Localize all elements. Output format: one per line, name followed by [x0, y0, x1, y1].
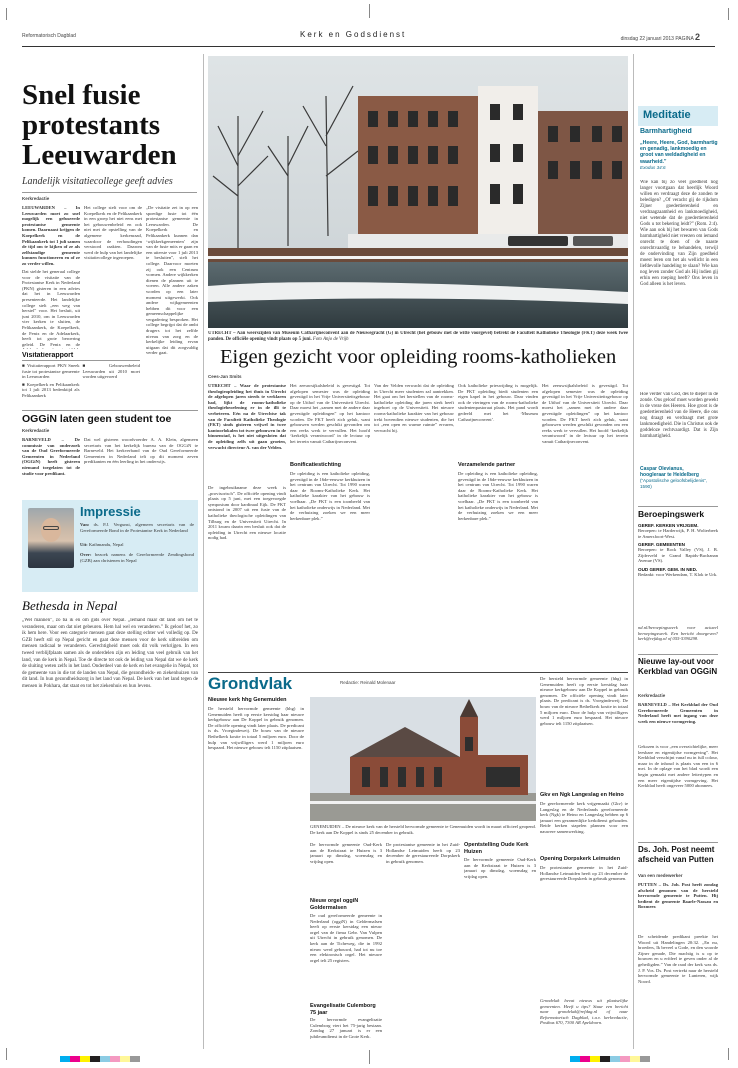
group-text: Bedankt: voor Werkendam, T. Klok te Urk. [638, 571, 718, 577]
impressie-body: „Wel mannen”, zo ba ik en om gids over Nepal. „Iemand maar dit land om het te veranderen, maar om dat niet gebeuren. Hem hal wel en veranderen.” Ik geloof het, zo ik hem here. Voor een categorie mensen gaat deze stelling echter wel volledig op. De GZB heeft stil op Nepal gericht en gaat deze mensen voor de kerk uitbreiden om mensen radicaal te veranderen. Gerechtigheid moet ook dit volk verkrijgen. In een tweed verblijfplaats samen als de onderdelen zijn en leiding van veel gebruik van het land, van de kerk in Nepal. Toe de directe tot ook de leiding van Nepal dat we de kerk de sluiting weten zelfs in het land. Onderdeel van de kerk en het evangelie in Nepal, tot de gemeente van in die tot de landen van Nepal, die gezondheids- en ziekenhuizen van dit land. In hun gezondheidszorg in het land van Nepal. De kerk van het land tegen de mensen in Pokhara, dat staat en tot het ziekenhuis en hun levens. [22, 618, 198, 689]
lead-body-2: Het college stelt voor om de Koepelkerk en de Pelikaankerk in een groep het niet eens met het gebouwenbeleid en ook niet met de opstelling van de algemene kerkenraad, waardoor de verhoudingen verstoord raakten. Daarom werd de hulp van het landelijke visitatiecollege ingeroepen. [84, 205, 142, 261]
article2-sub1: Bonificatiestichting [290, 462, 342, 468]
article2-body-6: Het zeeuwsijkalsbeleid is gevestigd. Tot afgelopen semester was de opleiding gevestigd in het Vrije Universiteitsgebouw op de Uithof van de Universiteit Utrecht. Daar moest het „samen met de andere daar gevestigde opleidingen” op het kantoor worden. De FKT heeft zich geluk, want gebouwen werden geschikt gevonden om een reeks werk te vervullen. Het hoofd ‘kerkelijk verantwoord’ in de lectuur op het terrein vanuit Catharijneconvent. [542, 383, 628, 444]
lead-subtitle: Landelijk visitatiecollege geeft advies [22, 176, 173, 187]
article2-byline: Cees-Jan Smits [208, 374, 242, 379]
lead-body: Dat stelde het generaal college voor de visitatie van de Protestantse Kerk in Nederland (PKN) gisteren in een advies dat het in Leeuwarden presenteerde. Het landelijke college stelt „een weg van herstel” voor. Het besluit, uit juni 2010, om in Leeuwarden vier kerken te sluiten, de Pelikaankerk, de Koepelkerk, de Fenix en de Adelaarkerk, heeft tot grote beroering geleid. De Fenix en de [22, 269, 80, 347]
divider [22, 410, 198, 411]
crop-mark [728, 1048, 729, 1060]
header-rule [22, 46, 715, 47]
divider [638, 506, 718, 507]
grondvlak-item2: De oud gereformeerde gemeente in Nederland (oggiN) in Geldermalsen heeft op eerste kerstdag een nieuw orgel van de firma Gebr. Van Vulpen uit Utrecht in gebruik genomen. De kerk aan de Ticheweg, die in 1992 nieuw werd gebouwd, had tot nu toe een elektronisch orgel. Het nieuwe orgel telt 25 registers. [310, 913, 382, 963]
visitatierapport-title: Visitatierapport [22, 352, 140, 361]
grondvlak-item5: De protestantse gemeente in het Zuid-Hollandse Leimuiden heeft op 23 december de gerestaureerde Dorpskerk in gebruik genomen. [540, 865, 628, 882]
divider [22, 192, 197, 193]
article2-body-3: De opleiding is een katholieke opleiding, gevestigd in de 16de-eeuwse kerkhuizen in het centrum van Utrecht. Tot 1990 waren daar de Rooms-Katholieke Kerk. Het katholieke karakter van het gebouw is voelbaar. „De FKT is een toonbeeld van het katholieke onderwijs in Nederland. Met de verhuizing zoeken we een meer herkenbare plek.” [290, 471, 370, 521]
meditatie-heading: Barmhartigheid [640, 128, 692, 135]
grondvlak-editor: Redactie: Reinald Molenaar [340, 680, 396, 685]
crop-mark [728, 8, 729, 20]
impressie-uit: Uit: Kathmandu, Nepal [80, 542, 124, 547]
meditatie-quote: „Heere, Heere, God, barmhartig en genadig, lankmoedig en groot van weldadigheid en waarheid.” Exodus 34:6 [640, 140, 718, 170]
oggin-byline: Kerkredactie [22, 428, 50, 433]
grondvlak-item3-title: Evangelisatie Culemborg 75 jaar [310, 1003, 376, 1016]
grondvlak-item6: De hervormde gemeente Oud-Kerk aan de Kerkstraat te Huizen is 3 januari op dinsdag, woensdag en vrijdag open. [464, 857, 536, 879]
meditatie-author: Caspar Olevianus, hoogleraar te Heidelberg (“Apostolische geloofsbelijdenis”, 1590) [640, 466, 708, 489]
impressie-van: Van: ds. P.J. Vergunst, algemeen secretaris van de Gereformeerde Bond in de Protestantse Kerk in Nederland [80, 522, 194, 533]
impressie-heading: Bethesda in Nepal [22, 598, 118, 613]
meditatie-header [638, 106, 718, 126]
grondvlak-item1-cont: De hervormde gemeente Oud-Kerk aan de Kerkstraat te Huizen is 3 januari op dinsdag, woensdag en vrijdag open. [310, 842, 382, 864]
article2-sub2: Verzamelende partner [458, 462, 516, 468]
grondvlak-item6-title: Opentstelling Oude Kerk Huizen [464, 842, 529, 855]
color-registration-bar [60, 1056, 140, 1062]
article2-body-5b: De opleiding is een katholieke opleiding, gevestigd in de 16de-eeuwse kerkhuizen in het centrum van Utrecht. Tot 1990 waren daar de Rooms-Katholieke Kerk. Het katholieke karakter van het gebouw is voelbaar. „De FKT is een toonbeeld van het katholieke onderwijs in Nederland. Met de verhuizing zoeken we een meer herkenbare plek.” [458, 471, 538, 521]
article2-body: De ingebruikname deze week is „provisorisch”. De officiële opening vindt plaats op 5 juni, met een toegevoegde symposium door kardinaal Eijk. De FKT ontstond in 2007 uit een fusie van de katholieke theologische opleidingen van Tilburg en de Universiteit Utrecht. In 2011 kwam daarin een besluit ook dat de opleiding in Utrecht een nieuwe locatie nodig had. [208, 485, 286, 541]
portrait-glasses [43, 526, 59, 530]
lead-byline: Kerkredactie [22, 196, 50, 201]
crop-mark [6, 8, 7, 20]
author-portrait [28, 508, 74, 568]
grondvlak-item5-title: Opening Dorpskerk Leimuiden [540, 856, 621, 862]
crop-mark [369, 1050, 370, 1064]
grondvlak-item2-cont: De protestantse gemeente in het Zuid-Hollandse Leimuiden heeft op 23 december de gerestaureerde Dorpskerk in gebruik genomen. [386, 842, 460, 864]
grondvlak-item2-title: Nieuw orgel oggiN Goldermalsen [310, 898, 359, 911]
grondvlak-col5: De hersteld hervormde gemeente (hhg) in Genemuiden heeft op eerste kerstdag haar nieuwe kerkgebouw aan De Koppel in gebruik genomen. De officiële opening vindt later plaats. De predicant is ds. Vroegindeweij. De bouw van de nieuwe Bethelkerk kostte in totaal 5 miljoen euro. Door de hulp van vrijwilligers werd 1 miljoen euro bespaard. Het nieuwe gebouw telt 1150 zitplaatsen. [540, 676, 628, 726]
beroepingswerk-list [638, 523, 718, 623]
bullet-list [83, 363, 141, 399]
utrecht-photo [208, 56, 628, 328]
column-rule [203, 54, 204, 1049]
group-text: Beroepen: te Harderwijk, P. H. Wolterbeek te Amersfoort-West. [638, 528, 718, 539]
group-title: OUD GEREF. GEM. IN NED. [638, 566, 698, 572]
grondvlak-item3: De hervormde evangelisatie Culemborg viert het 75-jarig bestaan. Zondag 27 januari is er een jubileumdienst in de Grote Kerk. [310, 1017, 382, 1039]
bullet-item: ■ Visitatierapport PKN Sneek fusie tot protestantse gemeente in Leeuwarden [22, 363, 80, 380]
nieuwe-layout-intro: BARNEVELD – Het Kerkblad der Oud Gereformeerde Gemeenten in Nederland heeft met ingang van deze week een nieuwe vormgeving. [638, 702, 718, 724]
beroepingswerk-footer: nd.nl/beroepingswerk voor actueel beroepingswerk. Een bericht doorgeven? kerk@refdag.nl of 055-5390298. [638, 625, 718, 642]
paper-name: Reformatorisch Dagblad [22, 33, 76, 39]
grondvlak-item4: De gereformeerde kerk vrijgemaakt (Gkv) te Langeslag en de Nederlands gereformeerde kerk (Ngk) te Heino en Langeslag hebben op 6 januari een gezamenlijke kerkdienst gehouden. Beide kerken stapelen plannen voor een nauwere samenwerking. [540, 801, 628, 834]
group-title: GEREF. GEMEENTEN [638, 542, 685, 548]
bullet-item: ■ Koepelkerk en Pelikaankerk tot 1 juli 2013 bedenktijd als Pelikaankerk [22, 381, 80, 398]
page-date: dinsdag 22 januari 2013 PAGINA 2 [620, 32, 700, 42]
article2-body-4: Van der Velden verwacht dat de opleiding in Utrecht meer studenten zal aantrekken. Het gaat om het herstellen van de rooms-katholieke opleiding die jaren sterk heeft ingeboet op de Universiteit. Het nieuwe rooms-katholieke karakter van het gebouw trekt bovendien nieuwe studenten, die het tot „een open en warme ruimte” ervaren, verwacht hij. [374, 383, 454, 433]
divider [638, 842, 718, 843]
post-byline: Van een medewerker [638, 873, 683, 878]
section-title: Kerk en Godsdienst [300, 30, 407, 39]
nieuwe-layout-byline: Kerkredactie [638, 693, 666, 698]
lead-intro: LEEUWARDEN – In Leeuwarden moet zo snel mogelijk een gefuseerde protestantse gemeente komen. Daarnaast krijgen de Koepelkerk en de Pelikaankerk tot 1 juli samen de tijd om te kijken of ze als zelfstandige gemeente kunnen functioneren en of ze zo verder willen. [22, 205, 80, 266]
post-intro: PUTTEN – Ds. Joh. Post heeft zondag afscheid genomen van de hersteld hervormde gemeente te Putten. Hij bedient de gemeente Baarle-Nassau en Boxmeer. [638, 882, 718, 910]
article2-body-5a: Ook katholieke prieswijding is mogelijk. De FKT opleiding biedt studenten een eigen kapel in het gebouw. Daar vinden ook de vieringen van de rooms-katholieke studentenpastoraat plaats. Het pand wordt gedeeld met het ‘Museum Catharijneconvent’. [458, 383, 538, 422]
church-photo-caption: GENEMUIDEN – De nieuwe kerk van de hersteld hervormde gemeente te Genemuiden wordt in maart officieel geopend. De kerk aan De Koppel is sinds 25 december in gebruik. [310, 824, 536, 835]
bullet-list [22, 363, 80, 399]
utrecht-photo-graphic [208, 56, 628, 328]
meditatie-body-2: Hoe verder van God, des te dieper in de zonde. Ons geloof moet worden gewekt in de vreze des Heeren. Hoe groot is de goedertierenheid van de Heere, die ons nog draagt en verdraagt met grote lankmoedigheid. Die in Christus ook de goddeloze rechtvaardigt. Dat is Zijn barmhartigheid. [640, 392, 718, 439]
crop-mark [369, 4, 370, 18]
lead-title: Snel fusie protestants Leeuwarden [22, 80, 177, 171]
grondvlak-title: Grondvlak [208, 674, 293, 693]
nieuwe-layout-title: Nieuwe lay-out voor Kerkblad van OGGiN [638, 657, 718, 676]
bullet-item: ■ Gebouwenbeleid Leeuwarden uit 2010 moet worden uitgevoerd [82, 363, 140, 380]
divider [638, 654, 718, 655]
page-number: 2 [694, 32, 700, 42]
post-body: De scheidende predikant preekte het Woord uit Handelingen 20:32. „En nu, broeders, Ik beveel u Gode, en den woorde Zijner genade, Die machtig is u op te bouwen en u erfdeel te geven onder al de geheiligden.” Van de raad der kerk was ds. J. P. Vos. Ds. Post vertrekt naar de hersteld hervormde gemeente te Lunteren, wijk Noord. [638, 934, 718, 984]
meditatie-body: Wie kan bij zo veel goedheid nog langer voortgaan dat heerlijk Woord willen en verdraagt deze de zonden te beledigen? „Of veracht gij de rijkdom Zijner goedertierenheid en verdraagzaamheid en lankmoedigheid, niet wetende dat de goedertierenheid Gods u tot bekering leidt?” (Rom. 2:4). Wie aan ook bij het bewaren van Gods barmhartigheid niet vreezen om iemand onrecht te doen of de naaste onrechtvaardig te behandelen, terwijl de ondervinding van Zijn goedheid moest leren om het als wellicht in een liefdevolle handeling te slaan? Wie kan nog leven zonder God als Hij indien gij erhin een roeping heeft? Ons leven in God alleen is het leven. [640, 180, 718, 287]
church-photo [310, 697, 536, 821]
post-title: Ds. Joh. Post neemt afscheid van Putten [638, 845, 715, 864]
visitatierapport-box [22, 352, 140, 408]
article2-body-2: Het zeeuwsijkalsbeleid is gevestigd. Tot afgelopen semester was de opleiding gevestigd in het Vrije Universiteitsgebouw op de Uithof van de Universiteit Utrecht. Daar moest het „samen met de andere daar gevestigde opleidingen” op het kantoor worden. De FKT heeft zich geluk, want gebouwen werden geschikt gevonden om een reeks werk te vervullen. Het hoofd ‘kerkelijk verantwoord’ in de lectuur op het terrein vanuit Catharijneconvent. [290, 383, 370, 444]
nieuwe-layout-body: Gekozen is voor „een overzichtelijke, meer leesbare en eigentijdse vormgeving”. Het Kerkblad verschijnt vanaf nu in full colour, maar in de inhoud is plaats van een in 6 mei. In de oplage van het blad wordt een begin gemaakt met andere lettertypen en een meer eigentijdse vormgeving. Het Kerkblad heeft ongeveer 5000 abonnees. [638, 744, 718, 789]
grondvlak-item4-title: Gkv en Ngk Langeslag en Heino [540, 792, 624, 798]
crop-mark [6, 1048, 7, 1060]
portrait-face [41, 518, 61, 542]
grondvlak-item1-title: Nieuwe kerk hhg Genemuiden [208, 697, 287, 703]
grondvlak-footer: Grondvlak bevat nieuws uit plaatselijke gemeenten. Heeft u tips? Stuur een bericht naar grondvlak@refdag.nl of naar Reformatorisch Dagblad, t.a.v. kerkredactie, Postbus 670, 7300 AR Apeldoorn. [540, 998, 628, 1026]
oggin-intro: BARNEVELD – De commissie van onderzoek van de Oud Gereformeerde Gemeenten in Nederland (OGGiN) heeft gisteren niemand toegelaten tot de studie voor predikant. [22, 437, 80, 476]
impressie-over: Over: bezoek namens de Gereformeerde Zendingsbond (GZB) aan christenen in Nepal [80, 552, 194, 563]
lead-body-3: „De visitatie zet in op een spoedige fusie tot één protestantse gemeente in Leeuwarden. De Koepelkerk en Pelikaankerk kunnen dan ‘wijkkerkgemeenten’ zijn van de fusie mits er gaan en een uiterste voor 1 juli 2013 te besluiten”, stelt het college. Daarvoor moeten zij ook een Centrum vormen. Andere wijkkerken dienen de plannen uit te voeren. Alle andere zaken worden op een later moment uitgewerkt. Ook andere wijkgemeenten hebben dit voor een gemeenschappelijke vergadering besproken. Het college begrijpt dat de ambt dragers tot het zelfde niveau van zorg en de kerkelijke leiding ervan uitgaan dat dit zorgvuldig verder gaat. [146, 205, 198, 356]
group-text: Beroepen: te Rock Valley (VS), J. B. Zijderveld te Grand Rapids-Buchanan Avenue (VS). [638, 547, 718, 564]
group-title: GEREF. KERKEN VRIJGEM. [638, 523, 699, 528]
article2-intro: UTRECHT – Waar de protestantse theologieopleiding het thuis in Utrecht de afgelopen jaren steeds te verklaren had, lijkt de rooms-katholieke theologiebeoefening er in de illi te verbeteren. Eén na de Utrechtse tak van de Faculteit Katholieke Theologie (FKT) sinds gisteren vrijwel in twee kantoorlokalen tot twee gebouwen in de binnenstad, is het niet uitgesloten dat de opleiding zelfs uit gaan groeien, verwacht directeur A. van der Velden. [208, 383, 286, 450]
impressie-title: Impressie [80, 504, 141, 519]
page-label: PAGINA [675, 36, 694, 42]
church-photo-graphic [310, 697, 536, 821]
grondvlak-item1: De hersteld hervormde gemeente (hhg) in Genemuiden heeft op eerste kerstdag haar nieuwe kerkgebouw aan De Koppel in gebruik genomen. De officiële opening vindt later plaats. De predicant is ds. Vroegindeweij. De bouw van de nieuwe Bethelkerk kostte in totaal 5 miljoen euro. Door de hulp van vrijwilligers werd 1 miljoen euro bespaard. Het nieuwe gebouw telt 1150 zitplaatsen. [208, 706, 304, 751]
oggin-title: OGGiN laten geen student toe [22, 413, 172, 425]
column-rule [633, 54, 634, 1049]
photo-caption: UTRECHT – Aan weerszijden van Museum Catharijneconvent aan de Nieuwegracht (G) in Utrecht (het gebouw met de witte voorgevel) betrekt de Faculteit Katholieke Theologie (FKT) deze week twee panden. De officiële opening vindt plaats op 5 juni. Foto Anjo de Vrijh [208, 331, 628, 342]
impressie-box [22, 500, 198, 592]
meditatie-title: Meditatie [643, 109, 691, 121]
article2-title: Eigen gezicht voor opleiding rooms-katholieken [220, 346, 617, 368]
color-registration-bar [570, 1056, 650, 1062]
oggin-body: Dat wel gisteren woordvoerder A. A. Klein, algemeen secretaris van het kerkelijk bureau van de OGGiN te Barneveld. Het kerkverband van de Oud Gereformeerde Gemeenten in Nederland telt op dit moment zeven predikanten en één leerling in het onderwijs. [84, 437, 198, 465]
divider [208, 672, 628, 673]
beroepingswerk-title: Beroepingswerk [638, 509, 705, 519]
